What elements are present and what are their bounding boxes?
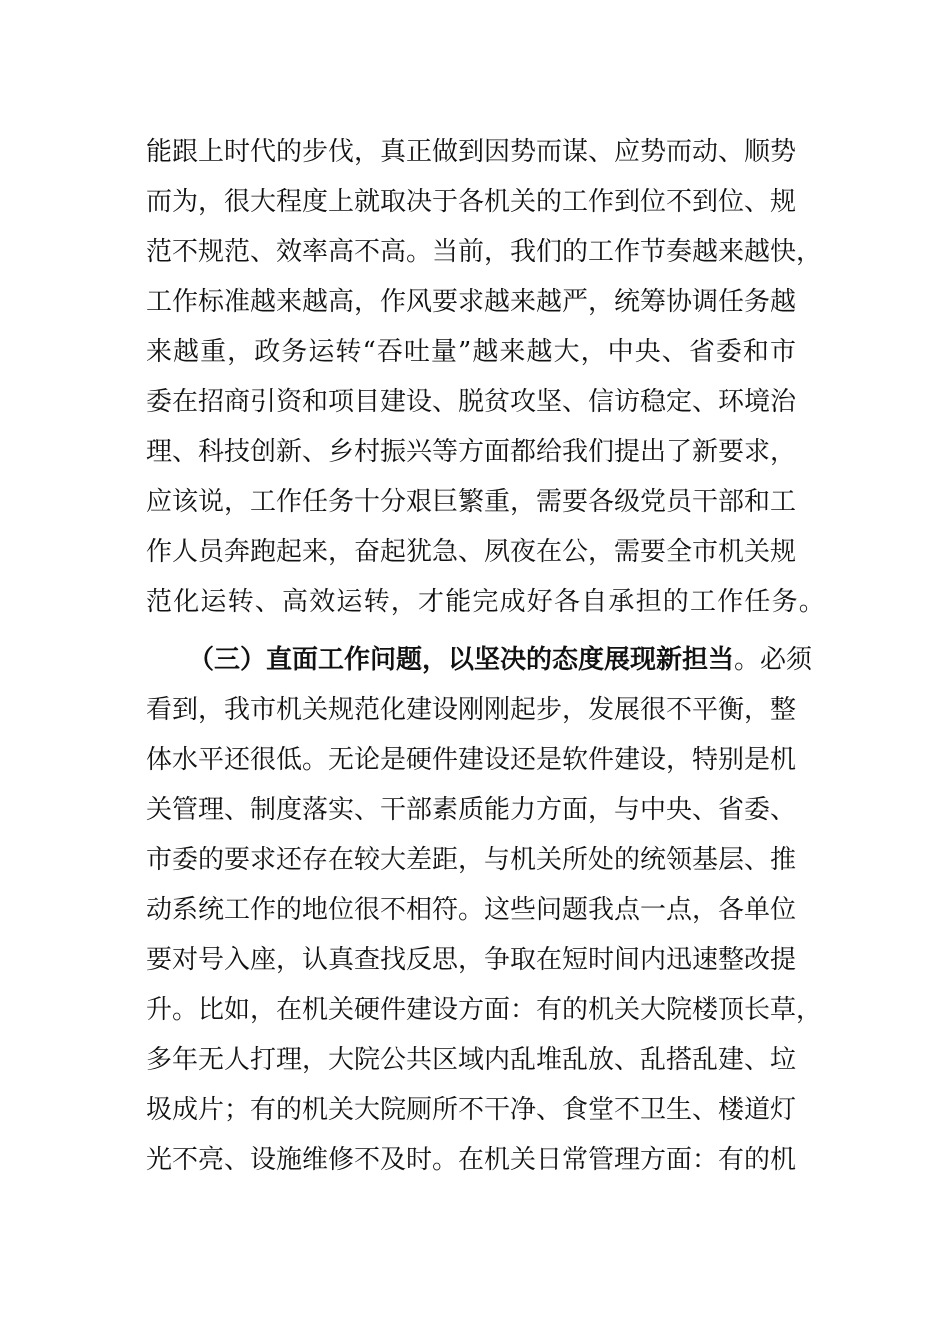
text-line: 动系统工作的地位很不相符。这些问题我点一点，各单位 <box>146 895 797 925</box>
section-heading: （三）直面工作问题，以坚决的态度展现新担当 <box>188 645 735 675</box>
text-line: 能跟上时代的步伐，真正做到因势而谋、应势而动、顺势 <box>146 137 797 167</box>
text-line: 来越重，政务运转“吞吐量”越来越大，中央、省委和市 <box>146 337 796 367</box>
text-run: 。必须 <box>734 645 813 675</box>
text-line: 应该说，工作任务十分艰巨繁重，需要各级党员干部和工 <box>146 487 797 517</box>
text-line: 光不亮、设施维修不及时。在机关日常管理方面：有的机 <box>146 1145 797 1175</box>
text-line: 要对号入座，认真查找反思，争取在短时间内迅速整改提 <box>146 945 797 975</box>
text-line: 关管理、制度落实、干部素质能力方面，与中央、省委、 <box>146 795 797 825</box>
text-line: 委在招商引资和项目建设、脱贫攻坚、信访稳定、环境治 <box>146 387 797 417</box>
text-line: 作人员奔跑起来，奋起犹急、夙夜在公，需要全市机关规 <box>146 537 797 567</box>
section-heading-line <box>188 640 813 680</box>
text-line: 工作标准越来越高，作风要求越来越严，统筹协调任务越 <box>146 287 797 317</box>
text-line: 体水平还很低。无论是硬件建设还是软件建设，特别是机 <box>146 745 797 775</box>
text-line: 理、科技创新、乡村振兴等方面都给我们提出了新要求， <box>146 437 797 467</box>
text-line: 看到，我市机关规范化建设刚刚起步，发展很不平衡，整 <box>146 695 797 725</box>
text-line: 多年无人打理，大院公共区域内乱堆乱放、乱搭乱建、垃 <box>146 1045 797 1075</box>
text-line: 范不规范、效率高不高。当前，我们的工作节奏越来越快， <box>146 237 823 267</box>
text-line: 范化运转、高效运转，才能完成好各自承担的工作任务。 <box>146 587 827 617</box>
text-line: 升。比如，在机关硬件建设方面：有的机关大院楼顶长草， <box>146 995 823 1025</box>
text-line: 市委的要求还存在较大差距，与机关所处的统领基层、推 <box>146 845 797 875</box>
text-line: 而为，很大程度上就取决于各机关的工作到位不到位、规 <box>146 187 797 217</box>
text-line: 圾成片；有的机关大院厕所不干净、食堂不卫生、楼道灯 <box>146 1095 797 1125</box>
